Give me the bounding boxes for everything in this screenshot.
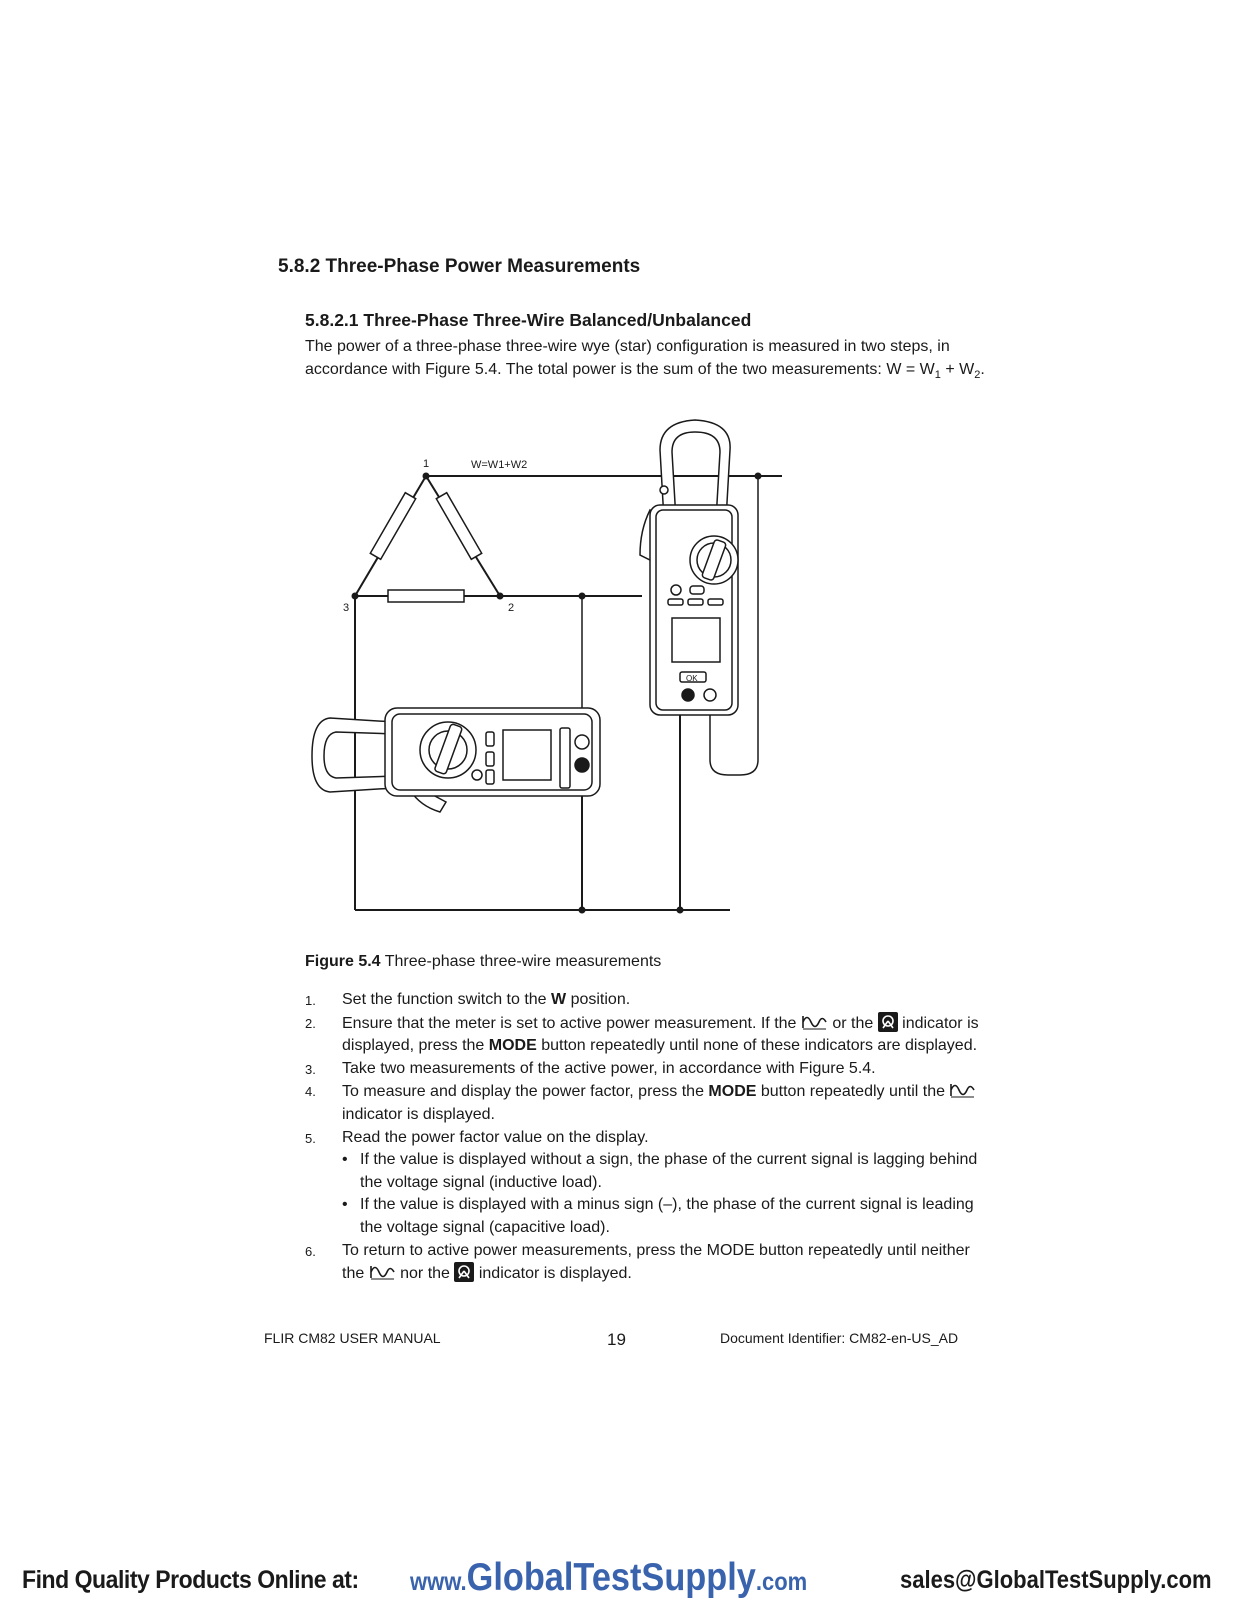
intro-end: . <box>980 361 985 378</box>
subsection-title: 5.8.2.1 Three-Phase Three-Wire Balanced/Unbalanced <box>305 310 752 330</box>
power-factor-icon <box>949 1080 976 1100</box>
step-text: Read the power factor value on the display. <box>342 1128 649 1146</box>
step-text: To measure and display the power factor, press the <box>342 1083 709 1101</box>
step-bold: MODE <box>708 1083 757 1101</box>
step-text: indicator is displayed. <box>474 1265 632 1283</box>
step-text: or the <box>827 1014 878 1032</box>
step-text: Set the function switch to the <box>342 991 552 1008</box>
step-5 <box>305 1127 995 1150</box>
formula-label: W=W1+W2 <box>471 459 528 471</box>
clamp-meter-vertical <box>640 420 738 715</box>
step-bold: W <box>551 991 567 1008</box>
banner-www: www. <box>410 1568 467 1596</box>
step-number: 6. <box>305 1243 316 1259</box>
step-text: button repeatedly until none of these indicators are displayed. <box>536 1037 978 1055</box>
footer-manual-title: FLIR CM82 USER MANUAL <box>264 1330 441 1346</box>
step-4 <box>305 1080 995 1126</box>
step-number: 4. <box>305 1084 316 1100</box>
step-6 <box>305 1240 995 1286</box>
step-text: To return to active power measurements, press the MODE button repeatedly until neither the <box>342 1241 970 1283</box>
power-factor-icon <box>801 1012 828 1032</box>
power-factor-icon <box>369 1262 396 1282</box>
figure-caption <box>305 953 661 971</box>
step-3 <box>305 1058 995 1081</box>
intro-text: The power of a three-phase three-wire wye (star) configuration is measured in two steps, in accordance with Figure 5.4. The total power is the sum of the two measurements: W = W <box>305 338 950 378</box>
steps-list <box>305 989 995 1286</box>
bullet-text: If the value is displayed with a minus sign (–), the phase of the current signal is leading the voltage signal (capacitive load). <box>360 1196 974 1236</box>
step-text: Take two measurements of the active power, in accordance with Figure 5.4. <box>342 1059 876 1077</box>
bullet-item <box>305 1194 995 1239</box>
phase-rotation-icon <box>454 1262 474 1282</box>
banner-dotcom: .com <box>755 1568 808 1596</box>
step-2 <box>305 1012 995 1058</box>
figure-caption-label: Figure 5.4 <box>305 953 381 970</box>
bullet-item <box>305 1149 995 1194</box>
phase-rotation-icon <box>878 1012 898 1032</box>
meter-ok-label: OK <box>686 674 698 683</box>
step-text: Ensure that the meter is set to active power measurement. If the <box>342 1014 801 1032</box>
bullet-dot: • <box>342 1151 348 1169</box>
intro-sub-2: 2 <box>974 369 981 382</box>
step-bold: MODE <box>488 1037 537 1055</box>
node-2-label: 2 <box>508 602 515 614</box>
step-number: 2. <box>305 1015 316 1031</box>
banner-find-text: Find Quality Products Online at: <box>22 1566 359 1594</box>
step-text: button repeatedly until the <box>756 1083 950 1101</box>
intro-paragraph <box>305 335 995 381</box>
step-number: 5. <box>305 1130 316 1146</box>
node-1-label: 1 <box>423 458 430 470</box>
bullet-dot: • <box>342 1196 348 1214</box>
banner-email-link[interactable]: sales@GlobalTestSupply.com <box>900 1566 1212 1594</box>
section-title: 5.8.2 Three-Phase Power Measurements <box>278 256 641 277</box>
intro-sub-1: 1 <box>934 369 941 382</box>
step-text: nor the <box>395 1265 455 1283</box>
step-text: position. <box>566 991 631 1008</box>
page-number: 19 <box>607 1330 626 1349</box>
step-number: 3. <box>305 1061 316 1077</box>
step-text: indicator is displayed. <box>342 1105 495 1123</box>
step-1 <box>305 989 995 1012</box>
step-text: indicator is displayed, press the <box>342 1014 979 1055</box>
banner-website-link[interactable] <box>410 1556 807 1600</box>
document-identifier: Document Identifier: CM82-en-US_AD <box>720 1330 959 1346</box>
intro-plus: + W <box>940 361 975 378</box>
bullet-text: If the value is displayed without a sign, the phase of the current signal is lagging behind the voltage signal (inductive load). <box>360 1151 978 1191</box>
three-phase-diagram <box>300 415 800 915</box>
step-number: 1. <box>305 993 316 1008</box>
figure-caption-text: Three-phase three-wire measurements <box>380 953 662 970</box>
banner-brand: GlobalTestSupply <box>466 1556 756 1599</box>
node-3-label: 3 <box>343 602 350 614</box>
